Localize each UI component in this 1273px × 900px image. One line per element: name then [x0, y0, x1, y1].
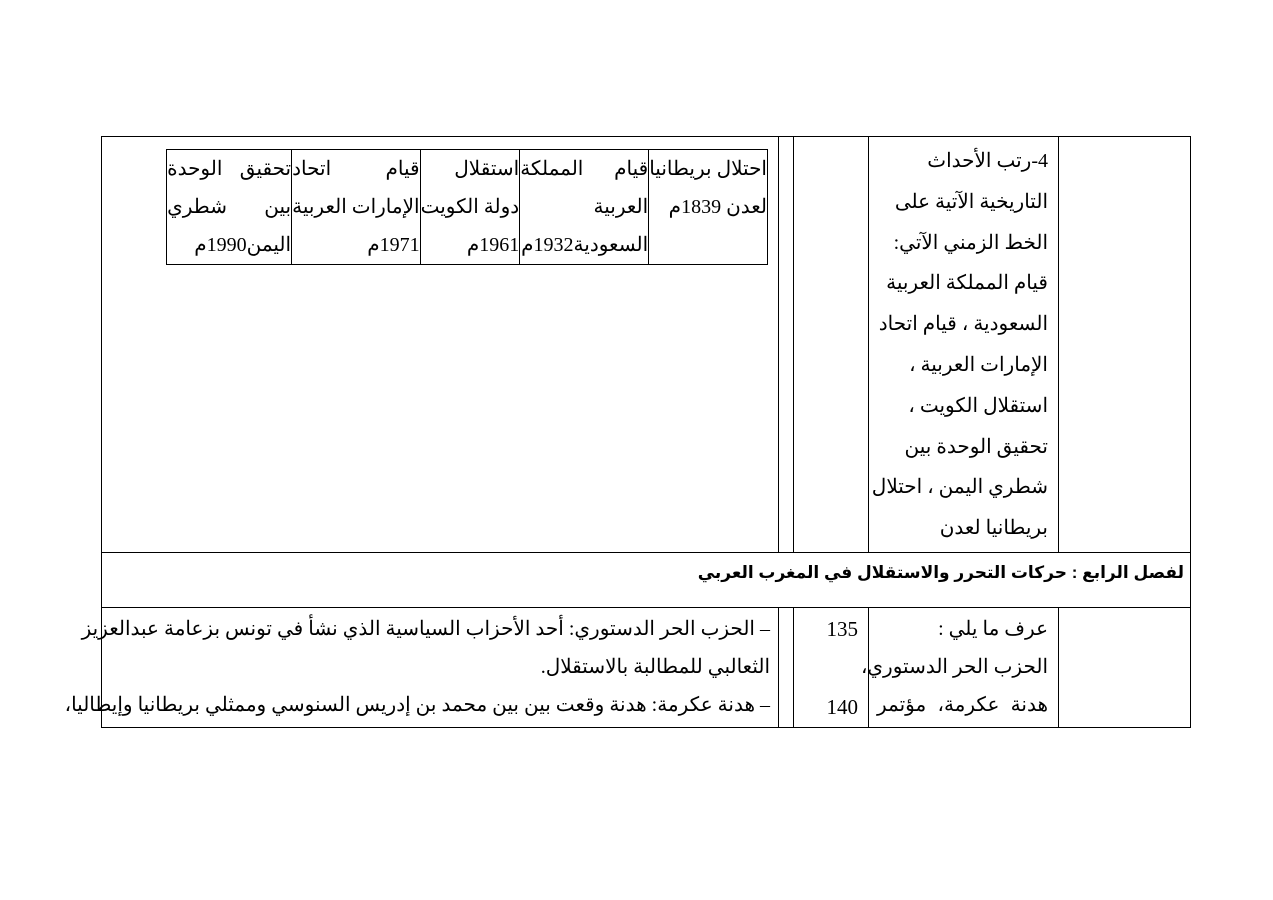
empty-cell — [1059, 608, 1191, 728]
question-line: هدنة عكرمة، مؤتمر — [877, 694, 1048, 716]
chapter-row — [102, 553, 1191, 608]
answer-cell — [102, 137, 779, 553]
page-number-cell — [794, 137, 869, 553]
question-line: بريطانيا لعدن — [939, 517, 1048, 540]
answer-text — [64, 608, 778, 724]
timeline-table — [166, 149, 768, 265]
question-line: الخط الزمني الآتي: — [893, 231, 1048, 254]
answer-line: الثعالبي للمطالبة بالاستقلال. — [540, 656, 770, 678]
empty-cell — [1059, 137, 1191, 553]
question-line: تحقيق الوحدة بين — [904, 435, 1048, 458]
question-text — [860, 608, 1058, 724]
question-cell — [869, 137, 1059, 553]
page-number: 135 — [826, 617, 858, 641]
table-row — [102, 608, 1191, 728]
timeline-event: احتلال بريطانيا لعدن 1839م — [649, 150, 768, 265]
chapter-title: لفصل الرابع : حركات التحرر والاستقلال في المغرب العربي — [102, 553, 1191, 608]
question-line: الحزب الحر الدستوري، — [860, 656, 1048, 678]
question-line: استقلال الكويت ، — [908, 394, 1048, 417]
question-line: شطري اليمن ، احتلال — [871, 476, 1048, 499]
answer-line: – هدنة عكرمة: هدنة وقعت بين بين محمد بن إدريس السنوسي وممثلي بريطانيا وإيطاليا، — [64, 694, 770, 716]
question-line: الإمارات العربية ، — [909, 353, 1048, 376]
answer-line: – الحزب الحر الدستوري: أحد الأحزاب السياسية الذي نشأ في تونس بزعامة عبدالعزيز — [81, 618, 770, 640]
spacer-cell — [779, 137, 794, 553]
spacer-cell — [779, 608, 794, 728]
question-cell — [860, 608, 1059, 728]
question-line: 4-رتب الأحداث — [927, 150, 1048, 172]
timeline-row — [167, 150, 768, 265]
timeline-event: قيام المملكة العربية السعودية1932م — [520, 150, 649, 265]
timeline-event: تحقيق الوحدة بين شطري اليمن1990م — [167, 150, 292, 265]
timeline-event: استقلال دولة الكويت 1961م — [420, 150, 520, 265]
question-line: السعودية ، قيام اتحاد — [878, 313, 1048, 336]
question-line: التاريخية الآتية على — [894, 190, 1048, 213]
curriculum-table — [64, 136, 1191, 728]
answer-cell — [64, 608, 779, 728]
page-number: 140 — [826, 695, 858, 719]
table-row — [102, 137, 1191, 553]
question-line: عرف ما يلي : — [938, 618, 1048, 640]
page-number-cell — [794, 608, 869, 728]
timeline-event: قيام اتحاد الإمارات العربية 1971م — [292, 150, 420, 265]
page — [64, 136, 1190, 728]
question-text — [869, 137, 1058, 549]
question-line: قيام المملكة العربية — [886, 272, 1048, 295]
